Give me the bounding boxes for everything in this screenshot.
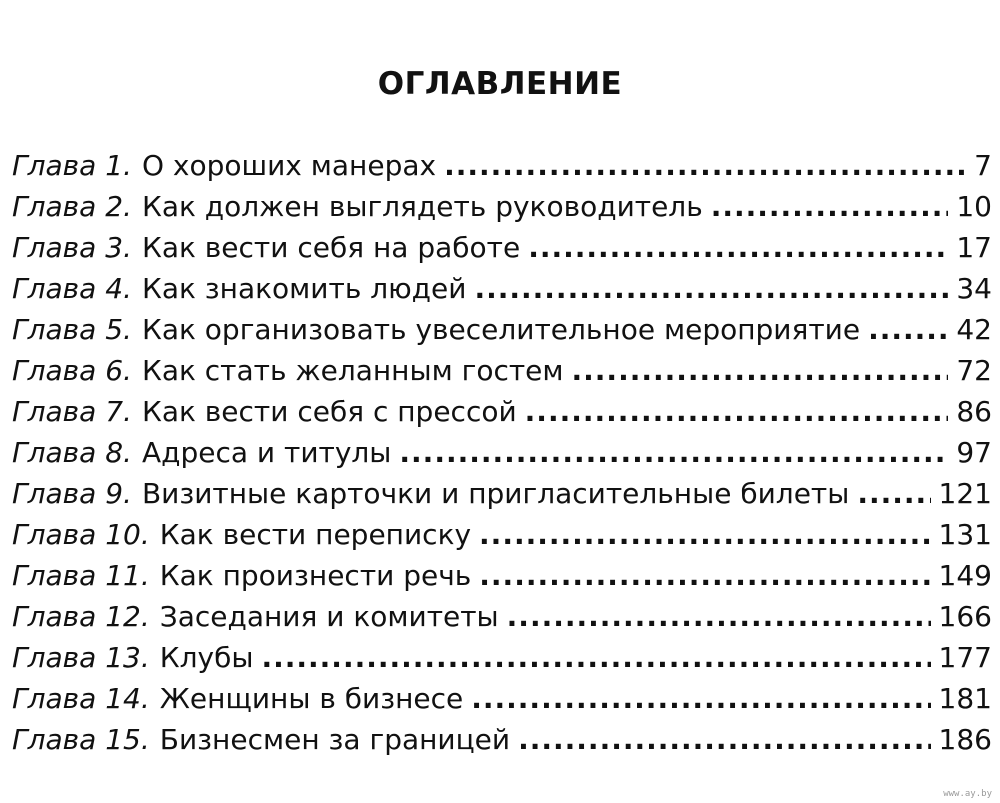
- page-number: 186: [938, 723, 992, 756]
- chapter-label: Глава 11.: [12, 559, 150, 592]
- chapter-label: Глава 1.: [12, 149, 132, 182]
- toc-entry: [12, 350, 992, 391]
- page-number: 42: [956, 313, 992, 346]
- dot-leader: [711, 186, 949, 227]
- toc-entry: [12, 186, 992, 227]
- dot-leader: [261, 637, 930, 678]
- dot-leader: [572, 350, 949, 391]
- page-number: 181: [938, 682, 992, 715]
- toc-entry: [12, 555, 992, 596]
- chapter-title: Клубы: [159, 641, 254, 674]
- chapter-label: Глава 12.: [12, 600, 150, 633]
- page-number: 86: [956, 395, 992, 428]
- chapter-title: Как организовать увеселительное мероприятие: [141, 313, 861, 346]
- dot-leader: [444, 145, 966, 186]
- page-title: ОГЛАВЛЕНИЕ: [377, 66, 623, 102]
- page-number: 34: [956, 272, 992, 305]
- dot-leader: [471, 678, 930, 719]
- chapter-title: О хороших манерах: [141, 149, 437, 182]
- toc-entry: [12, 596, 992, 637]
- chapter-title: Адреса и титулы: [141, 436, 392, 469]
- chapter-title: Женщины в бизнесе: [159, 682, 464, 715]
- dot-leader: [857, 473, 930, 514]
- page-number: 10: [956, 190, 992, 223]
- chapter-title: Как должен выглядеть руководитель: [141, 190, 703, 223]
- watermark: www.ay.by: [943, 789, 992, 799]
- toc-entry: [12, 637, 992, 678]
- chapter-label: Глава 10.: [12, 518, 150, 551]
- table-of-contents: [12, 145, 992, 760]
- dot-leader: [518, 719, 930, 760]
- toc-entry: [12, 145, 992, 186]
- chapter-title: Визитные карточки и пригласительные билеты: [141, 477, 850, 510]
- page-number: 149: [938, 559, 992, 592]
- chapter-title: Бизнесмен за границей: [159, 723, 511, 756]
- chapter-title: Заседания и комитеты: [159, 600, 499, 633]
- chapter-title: Как произнести речь: [159, 559, 472, 592]
- chapter-label: Глава 15.: [12, 723, 150, 756]
- page-number: 97: [956, 436, 992, 469]
- toc-entry: [12, 678, 992, 719]
- chapter-label: Глава 3.: [12, 231, 132, 264]
- dot-leader: [868, 309, 948, 350]
- toc-entry: [12, 719, 992, 760]
- chapter-label: Глава 8.: [12, 436, 132, 469]
- dot-leader: [507, 596, 931, 637]
- toc-entry: [12, 227, 992, 268]
- dot-leader: [399, 432, 948, 473]
- chapter-label: Глава 5.: [12, 313, 132, 346]
- chapter-label: Глава 7.: [12, 395, 132, 428]
- toc-entry: [12, 473, 992, 514]
- chapter-label: Глава 4.: [12, 272, 132, 305]
- page-number: 7: [974, 149, 992, 182]
- chapter-title: Как вести переписку: [159, 518, 472, 551]
- page-number: 121: [938, 477, 992, 510]
- chapter-label: Глава 9.: [12, 477, 132, 510]
- chapter-label: Глава 6.: [12, 354, 132, 387]
- chapter-title: Как знакомить людей: [141, 272, 467, 305]
- toc-entry: [12, 309, 992, 350]
- page-number: 72: [956, 354, 992, 387]
- page-number: 131: [938, 518, 992, 551]
- page-number: 166: [938, 600, 992, 633]
- chapter-label: Глава 13.: [12, 641, 150, 674]
- page-number: 177: [938, 641, 992, 674]
- toc-entry: [12, 391, 992, 432]
- dot-leader: [479, 514, 931, 555]
- toc-entry: [12, 432, 992, 473]
- toc-entry: [12, 268, 992, 309]
- dot-leader: [528, 227, 948, 268]
- chapter-title: Как вести себя на работе: [141, 231, 521, 264]
- chapter-label: Глава 2.: [12, 190, 132, 223]
- dot-leader: [525, 391, 949, 432]
- dot-leader: [474, 268, 948, 309]
- dot-leader: [479, 555, 930, 596]
- page-number: 17: [956, 231, 992, 264]
- chapter-title: Как вести себя с прессой: [141, 395, 517, 428]
- chapter-title: Как стать желанным гостем: [141, 354, 564, 387]
- toc-entry: [12, 514, 992, 555]
- chapter-label: Глава 14.: [12, 682, 150, 715]
